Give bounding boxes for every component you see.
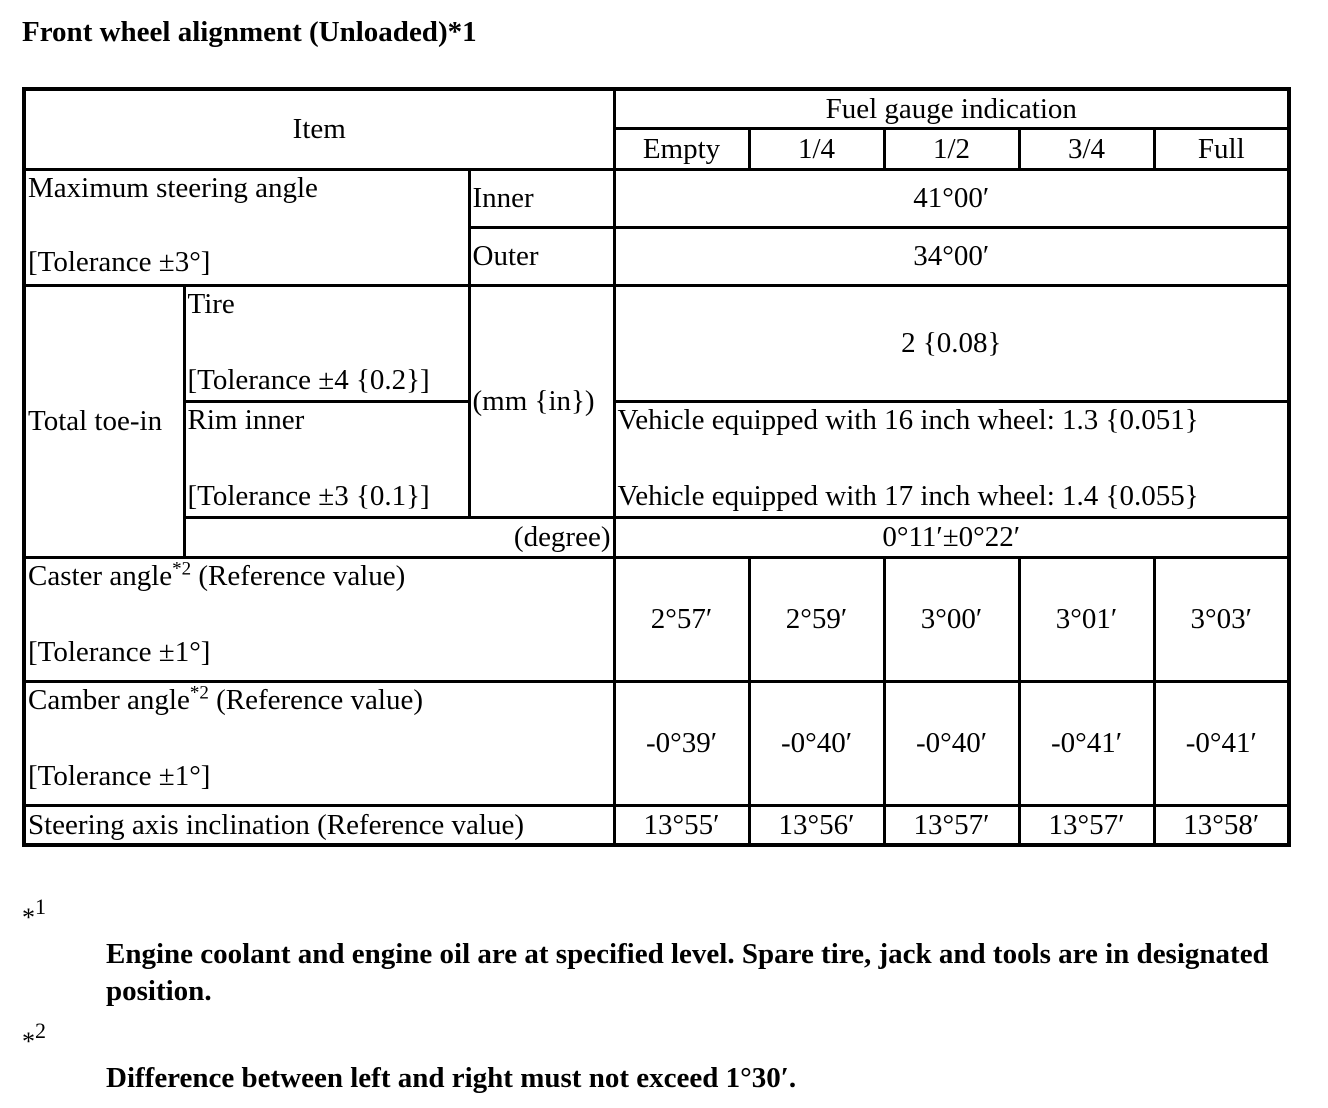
sai-value: 13°57′ [884,805,1019,845]
caster-value: 2°59′ [749,557,884,681]
footnote-text: Difference between left and right must not exceed 1°30′. [106,1062,797,1094]
rim-value-17: Vehicle equipped with 17 inch wheel: 1.4 {0.055} [617,479,1199,512]
caster-value: 2°57′ [614,557,749,681]
page-title: Front wheel alignment (Unloaded)*1 [22,16,477,48]
gauge-level-header: Empty [614,128,749,169]
rim-tolerance: [Tolerance ±3 {0.1}] [187,479,430,512]
tire-value: 2 {0.08} [614,285,1289,401]
tire-label-cell [184,285,469,401]
camber-value: -0°40′ [749,681,884,805]
camber-tolerance: [Tolerance ±1°] [28,759,211,792]
unit-mm: (mm {in}) [469,285,614,517]
camber-label: Camber angle$^{*2}$ (Reference value) [28,681,423,716]
gauge-level-header: 1/2 [884,128,1019,169]
gauge-level-header: Full [1154,128,1289,169]
max-steering-tolerance: [Tolerance ±3°] [28,245,211,278]
footnote-marker: *2 [22,1018,46,1056]
degree-value: 0°11′±0°22′ [614,517,1289,557]
tire-label: Tire [187,287,235,320]
footnotes [22,892,1302,1097]
toe-in-degree-row [24,517,1289,557]
rim-value-16: Vehicle equipped with 16 inch wheel: 1.3 {0.051} [617,403,1199,436]
inner-value: 41°00′ [614,169,1289,227]
caster-tolerance: [Tolerance ±1°] [28,635,211,668]
sai-row [24,805,1289,845]
caster-value: 3°00′ [884,557,1019,681]
camber-label-cell [24,681,614,805]
rim-label-cell [184,401,469,517]
caster-row [24,557,1289,681]
toe-in-rim-row [24,401,1289,517]
footnote-text: Engine coolant and engine oil are at specified level. Spare tire, jack and tools are in designated position. [106,938,1269,1007]
sai-value: 13°55′ [614,805,749,845]
header-row-1 [24,89,1289,128]
tire-tolerance: [Tolerance ±4 {0.2}] [187,363,430,396]
inner-label: Inner [469,169,614,227]
camber-row [24,681,1289,805]
sai-value: 13°56′ [749,805,884,845]
toe-in-tire-row [24,285,1289,401]
item-header: Item [24,89,614,169]
unit-degree: (degree) [184,517,614,557]
camber-value: -0°41′ [1019,681,1154,805]
camber-value: -0°40′ [884,681,1019,805]
camber-value: -0°41′ [1154,681,1289,805]
caster-label-cell [24,557,614,681]
caster-label: Caster angle$^{*2}$ (Reference value) [28,557,406,592]
caster-value: 3°01′ [1019,557,1154,681]
toe-in-label: Total toe-in [24,285,184,557]
outer-value: 34°00′ [614,227,1289,285]
outer-label: Outer [469,227,614,285]
caster-value: 3°03′ [1154,557,1289,681]
sai-value: 13°57′ [1019,805,1154,845]
alignment-table [22,87,1291,847]
footnote-marker: *1 [22,894,46,932]
camber-value: -0°39′ [614,681,749,805]
sai-label: Steering axis inclination (Reference value) [24,805,614,845]
rim-value-cell [614,401,1289,517]
max-steering-label: Maximum steering angle [28,171,318,204]
max-steering-row-inner [24,169,1289,227]
fuel-gauge-header: Fuel gauge indication [614,89,1289,128]
rim-label: Rim inner [187,403,305,436]
gauge-level-header: 3/4 [1019,128,1154,169]
sai-value: 13°58′ [1154,805,1289,845]
max-steering-label-cell [24,169,469,285]
gauge-level-header: 1/4 [749,128,884,169]
